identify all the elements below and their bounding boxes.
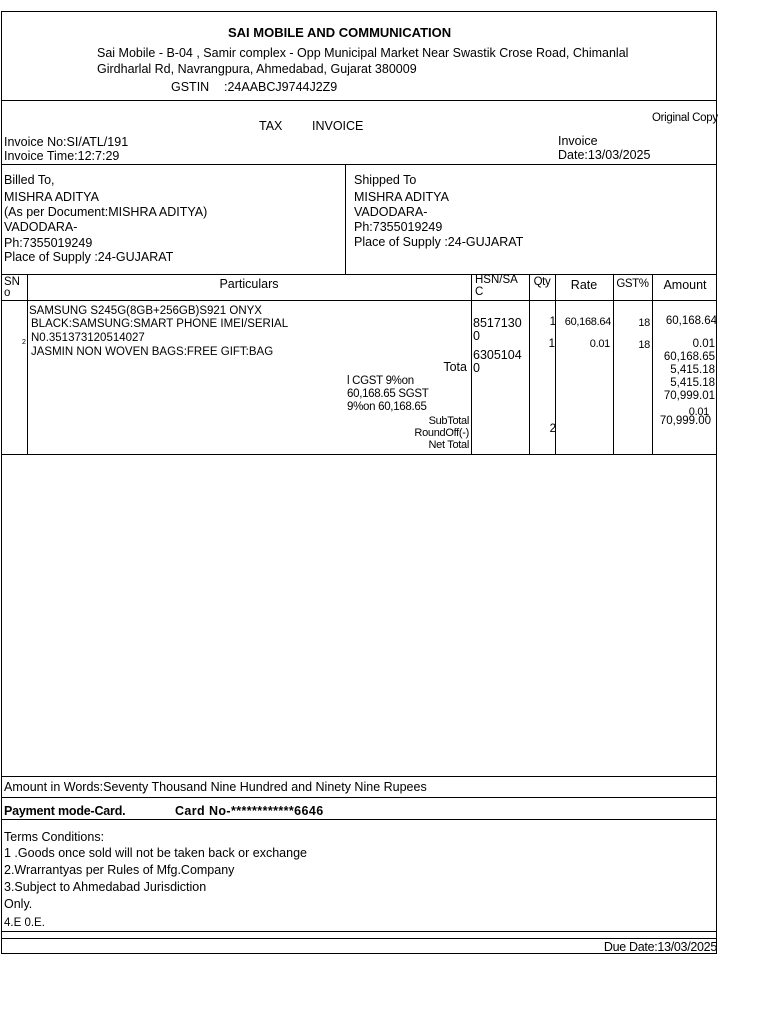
hsn1-line1: 8517130 [473,316,522,330]
row-sno: 2 [22,339,26,346]
qty1: 1 [549,316,556,328]
amount-sgst: 5,415.18 [670,377,715,389]
total-label: Tota [443,360,467,374]
billed-to-document: (As per Document:MISHRA ADITYA) [4,205,208,219]
hsn1-line2: 0 [473,329,480,343]
shipped-to-name: MISHRA ADITYA [354,190,449,204]
terms-heading: Terms Conditions: [4,830,105,844]
header-sno-line2: o [4,287,11,299]
amount1: 60,168.64 [665,315,717,327]
item1-line3: N0.351373120514027 [31,332,145,344]
invoice-date-value: Date:13/03/2025 [558,148,651,162]
gst1: 18 [638,317,650,329]
card-number: Card No-************6646 [175,804,324,818]
payment-mode: Payment mode-Card. [4,804,126,818]
shipped-to-heading: Shipped To [354,173,417,187]
billed-to-phone: Ph:7355019249 [4,236,93,250]
item2-line1: JASMIN NON WOVEN BAGS:FREE GIFT:BAG [31,346,274,358]
header-hsn-line1: HSN/SA [475,274,518,286]
col-line-rate [613,274,614,454]
invoice-title-tax: TAX [259,119,283,133]
terms-bottom-divider [2,931,716,932]
billed-to-place-of-supply: Place of Supply :24-GUJARAT [4,250,174,264]
tax-text-line2: 60,168.65 SGST [347,388,429,400]
header-amount: Amount [663,278,707,292]
amount-roundoff: 0.01 [688,406,709,418]
original-copy-label: Original Copy [652,112,718,124]
item1-line2: BLACK:SAMSUNG:SMART PHONE IMEI/SERIAL [31,318,289,330]
shipped-to-city: VADODARA- [354,205,428,219]
address-bottom-divider [2,274,716,275]
invoice-time: Invoice Time:12:7:29 [4,149,120,163]
payment-bottom-divider [2,819,716,820]
invoice-number: Invoice No:SI/ATL/191 [4,135,129,149]
hsn2-line1: 6305104 [473,348,522,362]
invoice-date-label: Invoice [558,134,598,148]
amount-cgst: 5,415.18 [670,364,715,376]
amount-subtotal: 70,999.01 [663,390,715,402]
address-divider [345,164,346,274]
table-header-divider [2,300,716,301]
header-particulars: Particulars [219,277,279,291]
col-line-sno [27,274,28,454]
nettotal-label: Net Total [428,439,469,451]
rate1: 60,168.64 [564,316,611,328]
amount-net: 70,999.00 [659,415,711,427]
shipped-to-place-of-supply: Place of Supply :24-GUJARAT [354,235,524,249]
terms-line4: Only. [4,897,33,911]
item1-line1: SAMSUNG S245G(8GB+256GB)S921 ONYX [29,305,262,317]
hsn2-line2: 0 [473,361,480,375]
qty-total: 2 [549,423,556,435]
terms-line3: 3.Subject to Ahmedabad Jurisdiction [4,880,207,894]
invoice-frame [1,11,717,954]
qty2: 1 [548,338,555,350]
header-sno-line1: SN [4,276,20,288]
terms-line5: 4.E 0.E. [4,917,45,929]
company-address-line2: Girdharlal Rd, Navrangpura, Ahmedabad, Gujarat 380009 [97,62,417,76]
gstin-label: GSTIN [171,80,210,94]
subtotal-label: SubTotal [428,415,469,427]
company-name: SAI MOBILE AND COMMUNICATION [228,25,452,40]
col-line-particulars [471,274,472,454]
due-date: Due Date:13/03/2025 [603,940,717,954]
shipped-to-phone: Ph:7355019249 [354,220,443,234]
rate2: 0.01 [589,338,610,350]
invoice-title-invoice: INVOICE [312,119,364,133]
company-address-line1: Sai Mobile - B-04 , Samir complex - Opp Municipal Market Near Swastik Crose Road, Chimanlal [97,46,629,60]
billed-to-heading: Billed To, [4,173,55,187]
billed-to-city: VADODARA- [4,220,78,234]
amount-total: 60,168.65 [663,351,715,363]
words-bottom-divider [2,797,716,798]
roundoff-label: RoundOff(-) [414,427,469,439]
header-qty: Qty [533,276,551,288]
header-gst: GST% [616,278,649,290]
header-hsn-line2: C [475,286,484,298]
gst2: 18 [638,339,650,351]
tax-text-line3: 9%on 60,168.65 [347,401,427,413]
amount2: 0.01 [692,338,715,350]
due-date-top-divider [2,938,716,939]
words-top-divider [2,776,716,777]
amount-in-words: Amount in Words:Seventy Thousand Nine Hundred and Ninety Nine Rupees [4,780,427,794]
gstin-value: :24AABCJ9744J2Z9 [224,80,338,94]
title-divider [2,164,716,165]
terms-line1: 1 .Goods once sold will not be taken back or exchange [4,846,307,860]
table-bottom-divider [2,454,716,455]
tax-text-line1: l CGST 9%on [347,375,414,387]
header-divider [2,100,716,101]
header-rate: Rate [570,278,598,292]
billed-to-name: MISHRA ADITYA [4,190,99,204]
terms-line2: 2.Wrarrantyas per Rules of Mfg.Company [4,863,235,877]
